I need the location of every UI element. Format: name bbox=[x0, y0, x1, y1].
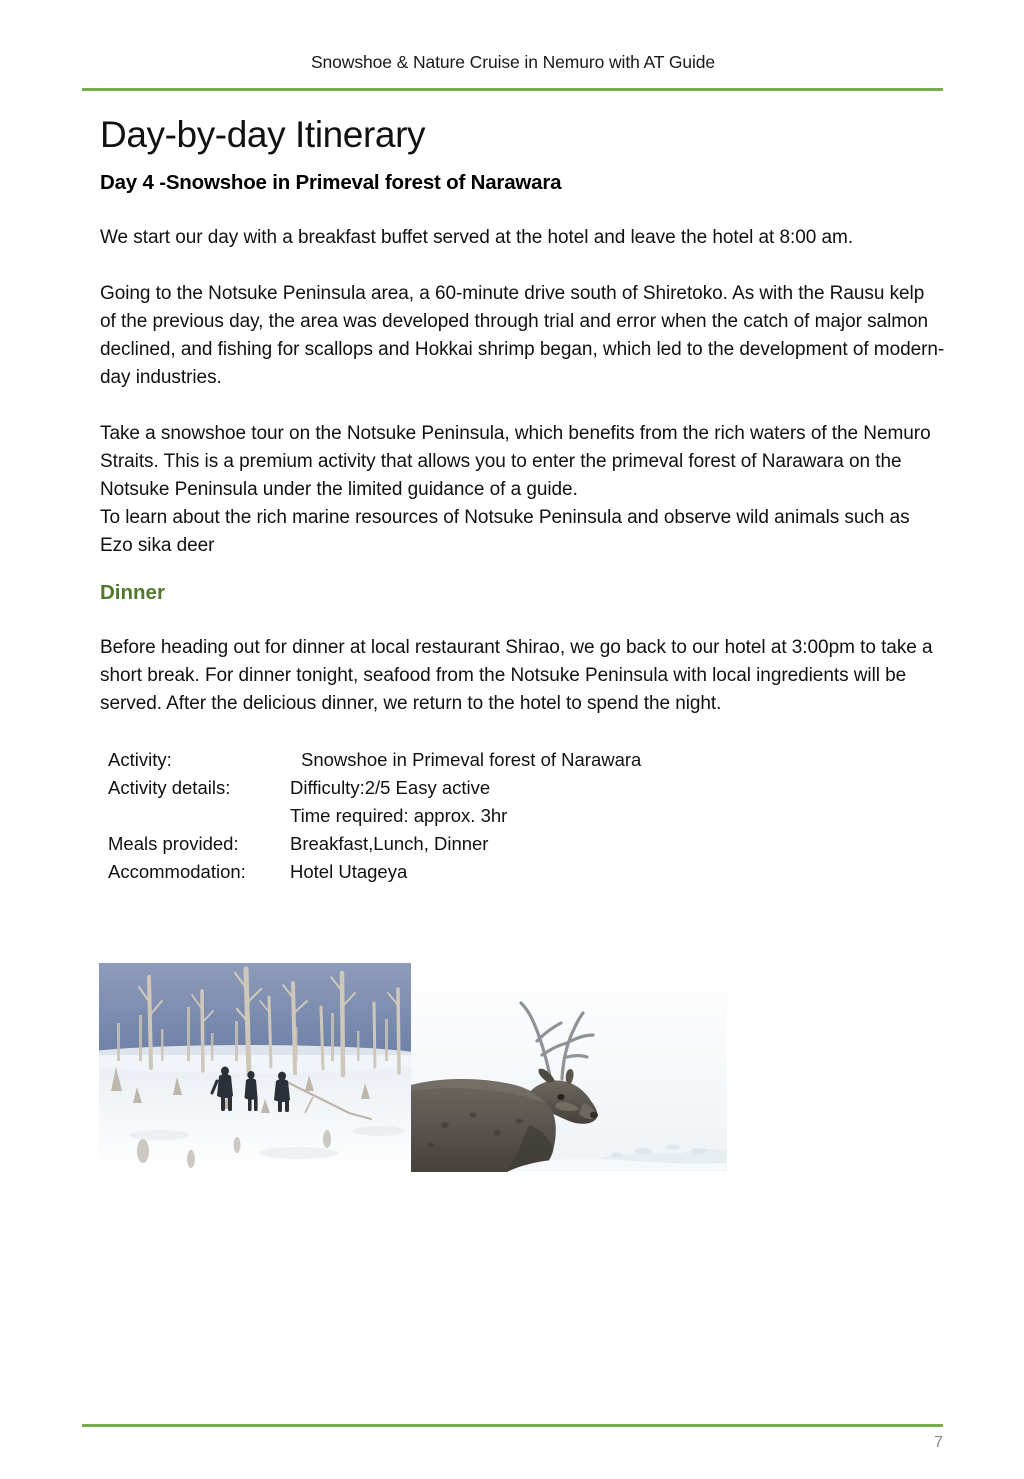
detail-label: Accommodation: bbox=[108, 861, 246, 882]
paragraph-tour: Take a snowshoe tour on the Notsuke Peninsula, which benefits from the rich waters of the Nemuro Straits. This is a premium activity that allows you to enter the primeval forest of Narawara on the Notsuke Peninsula under the limited guidance of a guide. bbox=[100, 423, 931, 500]
spacer bbox=[100, 252, 945, 280]
detail-row bbox=[108, 830, 945, 858]
detail-value: Time required: approx. 3hr bbox=[290, 805, 508, 826]
day-heading: Day 4 -Snowshoe in Primeval forest of Narawara bbox=[100, 171, 562, 194]
dinner-heading: Dinner bbox=[100, 581, 165, 604]
detail-label bbox=[108, 802, 290, 830]
photo-snowshoe-forest bbox=[99, 963, 411, 1172]
detail-label: Activity details: bbox=[108, 777, 231, 798]
header-divider bbox=[82, 88, 943, 91]
detail-label: Meals provided: bbox=[108, 833, 239, 854]
page-number: 7 bbox=[934, 1434, 943, 1451]
spacer bbox=[100, 606, 945, 634]
page-content bbox=[100, 112, 945, 886]
paragraph-dinner: Before heading out for dinner at local restaurant Shirao, we go back to our hotel at 3:00pm to take a short break. For dinner tonight, seafood from the Notsuke Peninsula with local ingredients will be served. After the delicious dinner, we return to the hotel to spend the night. bbox=[100, 637, 933, 714]
photo-snowshoe-forest-graphic bbox=[99, 963, 411, 1172]
activity-details-block bbox=[108, 746, 945, 886]
detail-value: Snowshoe in Primeval forest of Narawara bbox=[301, 749, 642, 770]
spacer bbox=[100, 392, 945, 420]
spacer bbox=[100, 718, 945, 746]
detail-label: Activity: bbox=[108, 749, 172, 770]
footer-divider bbox=[82, 1424, 943, 1427]
paragraph-drive: Going to the Notsuke Peninsula area, a 60-minute drive south of Shiretoko. As with the Rausu kelp of the previous day, the area was developed through trial and error when the catch of major salmon declined, and fishing for scallops and Hokkai shrimp began, which led to the development of modern-day industries. bbox=[100, 283, 945, 388]
detail-row bbox=[108, 774, 945, 802]
detail-row bbox=[108, 746, 945, 774]
detail-value: Breakfast,Lunch, Dinner bbox=[290, 833, 489, 854]
detail-row bbox=[108, 858, 945, 886]
detail-value: Difficulty:2/5 Easy active bbox=[290, 777, 491, 798]
spacer bbox=[100, 560, 945, 580]
detail-value: Hotel Utageya bbox=[290, 861, 408, 882]
paragraph-morning: We start our day with a breakfast buffet served at the hotel and leave the hotel at 8:00 am. bbox=[100, 227, 854, 248]
detail-row bbox=[108, 802, 945, 830]
page-title: Day-by-day Itinerary bbox=[100, 114, 426, 155]
paragraph-wildlife: To learn about the rich marine resources of Notsuke Peninsula and observe wild animals such as Ezo sika deer bbox=[100, 507, 910, 556]
photo-ezo-sika-deer bbox=[411, 985, 727, 1172]
page-header bbox=[82, 52, 944, 73]
header-title: Snowshoe & Nature Cruise in Nemuro with AT Guide bbox=[310, 52, 716, 72]
spacer bbox=[100, 196, 945, 224]
photo-ezo-sika-deer-graphic bbox=[411, 985, 727, 1172]
